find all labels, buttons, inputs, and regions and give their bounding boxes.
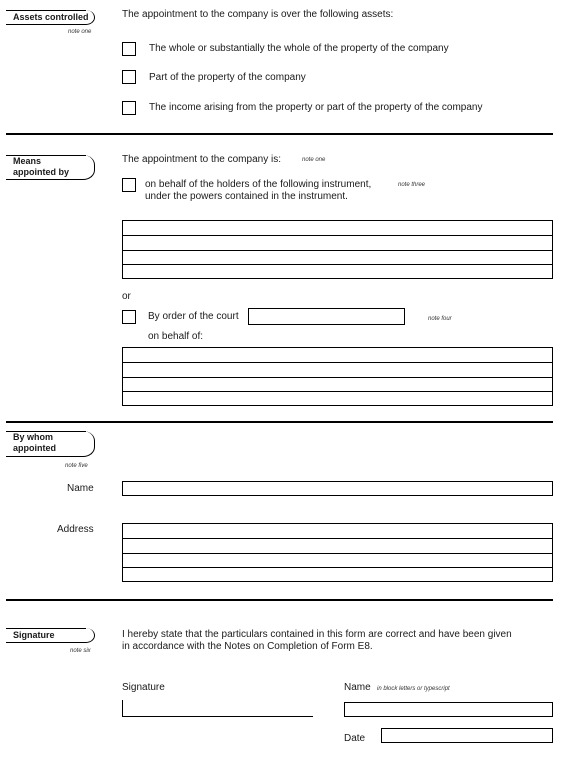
asset-option-whole-checkbox[interactable] [122,42,136,56]
court-note: note four [428,316,452,322]
whom-tab-line2: appointed [13,443,56,453]
date-field[interactable] [381,728,553,743]
appointer-address-label: Address [57,524,94,535]
assets-controlled-tab-label: Assets controlled [13,12,89,22]
signer-name-label: Name [344,682,371,693]
signature-tab [6,628,95,643]
court-name-field[interactable] [248,308,405,325]
assets-note: note one [68,29,92,35]
date-label: Date [344,733,366,744]
assets-controlled-tab [6,10,95,25]
court-order-label: By order of the court [148,311,239,322]
signer-name-field[interactable] [344,702,553,717]
appointer-name-field[interactable] [122,481,553,496]
means-tab-line2: appointed by [13,167,69,177]
means-appointed-by-tab [6,155,95,180]
asset-option-part-checkbox[interactable] [122,70,136,84]
asset-option-whole-label: The whole or substantially the whole of the property of the company [149,43,449,54]
signature-field[interactable] [122,700,313,717]
whom-note: note five [65,463,88,469]
instrument-line1: on behalf of the holders of the following instrument, [145,179,372,190]
appointer-address-box[interactable] [122,523,553,582]
court-order-checkbox[interactable] [122,310,136,324]
whom-tab-line1: By whom [13,432,54,442]
means-tab-line1: Means [13,156,42,166]
section-divider-1 [6,133,553,135]
signature-label: Signature [122,682,165,693]
asset-option-part-label: Part of the property of the company [149,72,306,83]
by-whom-appointed-tab [6,431,95,457]
asset-option-income-label: The income arising from the property or part of the property of the company [149,102,483,113]
statement-line2: in accordance with the Notes on Completion of Form E8. [122,641,373,652]
signer-name-hint: in block letters or typescript [377,686,450,692]
statement-line1: I hereby state that the particulars contained in this form are correct and have been given [122,629,512,640]
asset-option-income-checkbox[interactable] [122,101,136,115]
instrument-details-box[interactable] [122,220,553,279]
signature-note: note six [70,648,91,654]
appointer-name-label: Name [67,483,94,494]
means-intro-note: note one [302,157,326,163]
assets-intro: The appointment to the company is over the following assets: [122,9,394,20]
instrument-note: note three [398,182,426,188]
instrument-line2: under the powers contained in the instrument. [145,191,348,202]
or-label: or [122,291,131,302]
section-divider-2 [6,421,553,423]
instrument-holders-checkbox[interactable] [122,178,136,192]
on-behalf-details-box[interactable] [122,347,553,406]
section-divider-3 [6,599,553,601]
means-intro: The appointment to the company is: [122,154,281,165]
on-behalf-label: on behalf of: [148,331,204,342]
signature-tab-label: Signature [13,630,55,640]
